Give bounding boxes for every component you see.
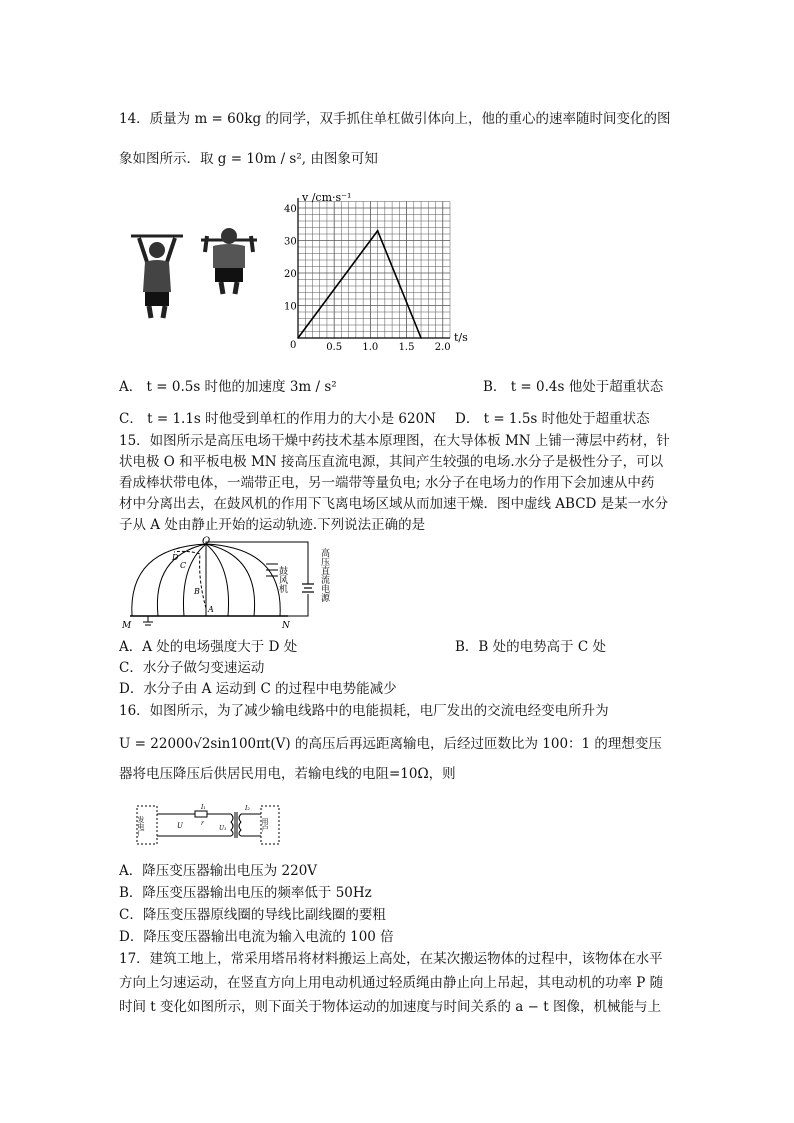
q17-stem-line3: 时间 t 变化如图所示，则下面关于物体运动的加速度与时间关系的 a − t 图像，机械能与上 xyxy=(119,999,661,1015)
q15-stem-line2: 状电极 O 和平板电极 MN 接高压直流电源，其间产生较强的电场.水分子是极性分子，可以 xyxy=(119,454,664,470)
q16-stem-line3: 器将电压降压后供居民用电，若输电线的电阻=10Ω，则 xyxy=(119,766,456,782)
q15-stem-line5: 子从 A 处由静止开始的运动轨迹.下列说法正确的是 xyxy=(119,517,426,533)
q14-option-d: D． t = 1.5s 时他处于超重状态 xyxy=(455,411,650,427)
vt-graph xyxy=(280,188,480,358)
vt-grid xyxy=(297,202,450,339)
q15-option-b: B．B 处的电势高于 C 处 xyxy=(455,639,607,655)
plant-label: 发电厂 xyxy=(137,816,145,837)
vt-ytick-label: 10 xyxy=(284,301,297,313)
q15-option-a: A．A 处的电场强度大于 D 处 xyxy=(119,639,298,655)
vt-xtick-label: 2.0 xyxy=(434,342,451,353)
vt-ytick-label: 20 xyxy=(284,269,297,280)
source-label: 高压直流电源 xyxy=(319,548,329,602)
q14-stem-line2: 象如图所示．取 g = 10m / s², 由图象可知 xyxy=(119,151,378,167)
q16-option-d: D．降压变压器输出电流为输入电流的 100 倍 xyxy=(119,929,394,945)
u1-label: U₁ xyxy=(219,825,227,832)
user-label: 用户 xyxy=(261,818,269,832)
q17-stem-line1: 17．建筑工地上，常采用塔吊将材料搬运上高处，在某次搬运物体的过程中，该物体在水平 xyxy=(119,951,663,967)
u-label: U xyxy=(177,822,183,830)
q14-stem-line1: 14．质量为 m = 60kg 的同学，双手抓住单杠做引体向上，他的重心的速率随时间变化的图 xyxy=(119,111,671,127)
pullup-illustration xyxy=(125,222,275,332)
q16-option-b: B．降压变压器输出电压的频率低于 50Hz xyxy=(119,885,372,901)
label-d: D xyxy=(172,553,179,562)
vt-xtick-label: 0.5 xyxy=(326,342,343,353)
q15-stem-line4: 材中分离出去，在鼓风机的作用下飞离电场区域从而加速干燥．图中虚线 ABCD 是某一水分 xyxy=(119,496,669,512)
label-m: M xyxy=(122,621,132,631)
label-a: A xyxy=(208,605,214,614)
q15-option-d: D．水分子由 A 运动到 C 的过程中电势能减少 xyxy=(119,681,397,697)
label-n: N xyxy=(282,621,290,631)
vt-ylabel: v /cm·s⁻¹ xyxy=(302,191,352,204)
field-diagram xyxy=(118,536,348,636)
q15-stem-line1: 15．如图所示是高压电场干燥中药技术基本原理图，在大导体板 MN 上铺一薄层中药材，针 xyxy=(119,433,670,449)
q15-stem-line3: 看成棒状带电体，一端带正电，另一端带等量负电; 水分子在电场力的作用下会加速从中药 xyxy=(119,475,655,491)
q16-stem-line2: U = 22000√2sin100πt(V) 的高压后再远距离输电，后经过匝数比为 100：1 的理想变压 xyxy=(119,736,662,752)
q16-stem-line1: 16．如图所示，为了减少输电线路中的电能损耗，电厂发出的交流电经变电所升为 xyxy=(119,703,609,719)
q14-option-a: A． t = 0.5s 时他的加速度 3m / s² xyxy=(119,379,337,395)
q16-option-c: C．降压变压器原线圈的导线比副线圈的要粗 xyxy=(119,907,386,923)
i2-label: I₂ xyxy=(245,805,250,812)
r-label: r xyxy=(201,820,204,827)
q15-option-c: C．水分子做匀变速运动 xyxy=(119,660,265,676)
vt-xlabel: t/s xyxy=(454,331,468,344)
transmission-diagram xyxy=(135,800,285,850)
vt-origin: 0 xyxy=(290,340,297,351)
q17-stem-line2: 方向上匀速运动，在竖直方向上用电动机通过轻质绳由静止向上吊起，其电动机的功率 P 随 xyxy=(119,975,664,991)
vt-xtick-label: 1.5 xyxy=(398,342,415,353)
q14-option-c: C． t = 1.1s 时他受到单杠的作用力的大小是 620N xyxy=(119,411,436,427)
q14-option-b: B． t = 0.4s 他处于超重状态 xyxy=(483,379,664,395)
fan-label: 鼓风机 xyxy=(277,566,287,593)
vt-ytick-label: 30 xyxy=(284,236,297,248)
label-o: O xyxy=(202,536,211,547)
vt-ytick-label: 40 xyxy=(284,204,297,215)
label-c: C xyxy=(180,561,187,570)
label-b: B xyxy=(194,587,200,596)
vt-xtick-label: 1.0 xyxy=(362,342,379,353)
q16-option-a: A．降压变压器输出电压为 220V xyxy=(119,863,318,879)
i1-label: I₁ xyxy=(201,804,206,811)
